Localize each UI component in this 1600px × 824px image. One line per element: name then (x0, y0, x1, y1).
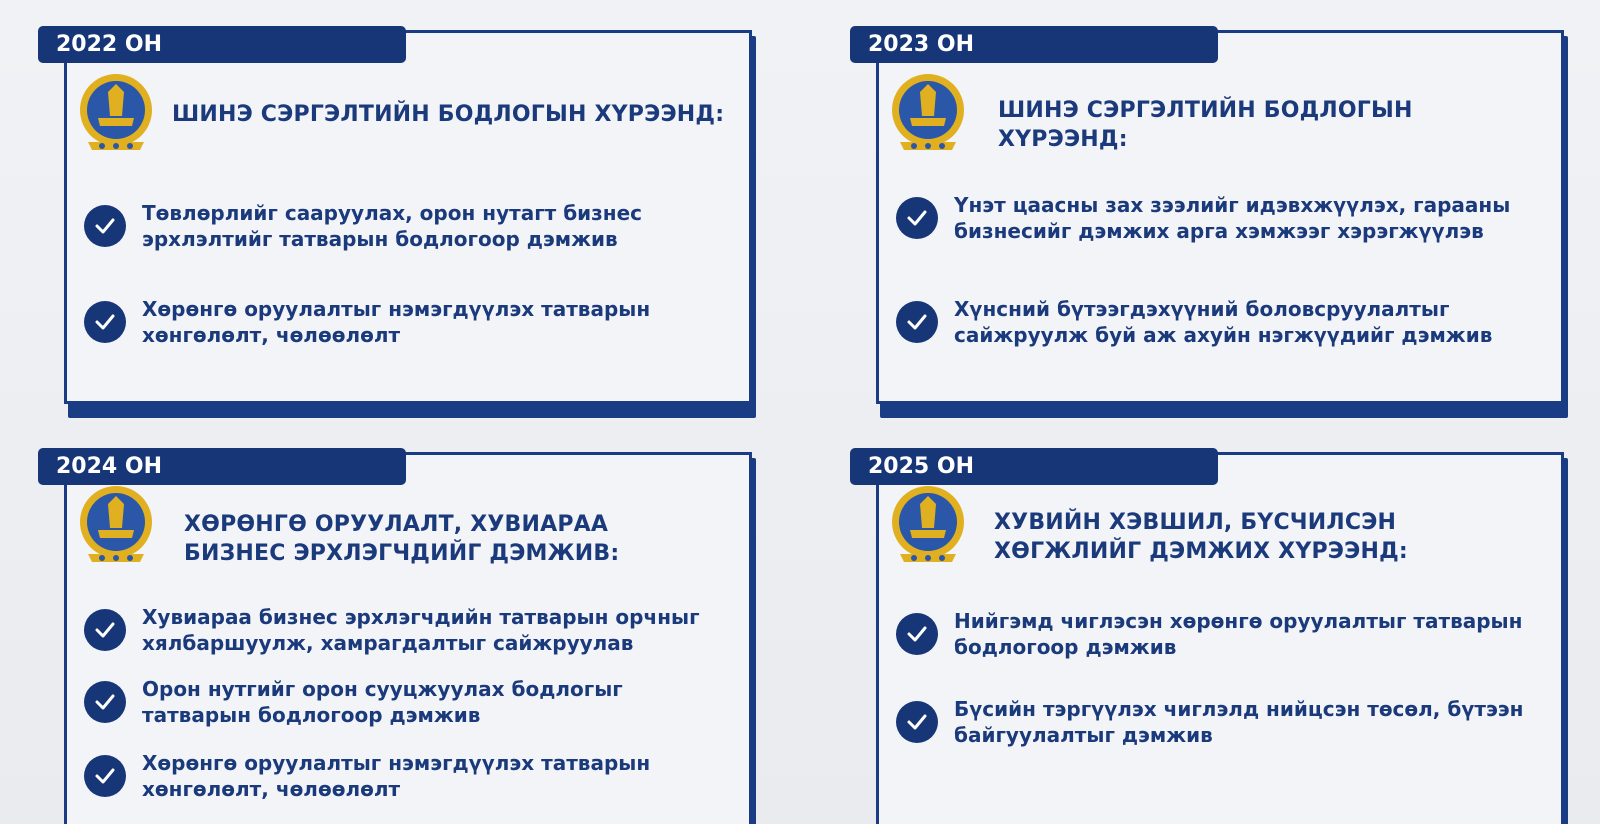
list-item (84, 676, 734, 728)
check-circle-icon (896, 301, 938, 343)
panel-heading: ХУВИЙН ХЭВШИЛ, БҮСЧИЛСЭН ХӨГЖЛИЙГ ДЭМЖИХ ХҮРЭЭНД: (994, 510, 1408, 564)
year-tab: 2023 ОН (850, 26, 1218, 63)
mongolia-state-emblem-icon (888, 484, 968, 570)
panel-heading: ХӨРӨНГӨ ОРУУЛАЛТ, ХУВИАРАА БИЗНЕС ЭРХЛЭГЧДИЙГ ДЭМЖИВ: (184, 512, 620, 566)
check-circle-icon (896, 701, 938, 743)
mongolia-state-emblem-icon (76, 72, 156, 158)
panel-heading: ШИНЭ СЭРГЭЛТИЙН БОДЛОГЫН ХҮРЭЭНД: (172, 102, 725, 127)
year-tab: 2025 ОН (850, 448, 1218, 485)
panel-heading: ШИНЭ СЭРГЭЛТИЙН БОДЛОГЫН ХҮРЭЭНД: (998, 98, 1413, 152)
check-circle-icon (84, 301, 126, 343)
year-tab: 2024 ОН (38, 448, 406, 485)
item-text: Хувиараа бизнес эрхлэгчдийн татварын орчныг хялбаршуулж, хамрагдалтыг сайжруулав (142, 605, 700, 655)
panel-2024 (38, 448, 758, 824)
check-circle-icon (84, 609, 126, 651)
item-text: Хөрөнгө оруулалтыг нэмэгдүүлэх татварын хөнгөлөлт, чөлөөлөлт (142, 297, 651, 347)
mongolia-state-emblem-icon (888, 72, 968, 158)
item-text: Хүнсний бүтээгдэхүүний боловсруулалтыг сайжруулж буй аж ахуйн нэгжүүдийг дэмжив (954, 297, 1493, 347)
list-item (896, 296, 1536, 348)
panel-2022 (38, 26, 758, 418)
item-text: Төвлөрлийг сааруулах, орон нутагт бизнес эрхлэлтийг татварын бодлогоор дэмжив (142, 201, 643, 251)
list-item (896, 192, 1536, 244)
list-item (84, 604, 734, 656)
year-tab: 2022 ОН (38, 26, 406, 63)
check-circle-icon (896, 197, 938, 239)
list-item (896, 696, 1546, 748)
list-item (84, 200, 724, 252)
check-circle-icon (896, 613, 938, 655)
check-circle-icon (84, 755, 126, 797)
panel-2023 (850, 26, 1570, 418)
check-circle-icon (84, 205, 126, 247)
check-circle-icon (84, 681, 126, 723)
panel-2025 (850, 448, 1570, 824)
item-text: Хөрөнгө оруулалтыг нэмэгдүүлэх татварын хөнгөлөлт, чөлөөлөлт (142, 751, 651, 801)
item-text: Үнэт цаасны зах зээлийг идэвхжүүлэх, гарааны бизнесийг дэмжих арга хэмжээг хэрэгжүүлэв (954, 193, 1511, 243)
list-item (84, 750, 734, 802)
list-item (896, 608, 1546, 660)
mongolia-state-emblem-icon (76, 484, 156, 570)
list-item (84, 296, 724, 348)
item-text: Нийгэмд чиглэсэн хөрөнгө оруулалтыг татварын бодлогоор дэмжив (954, 609, 1523, 659)
item-text: Орон нутгийг орон сууцжуулах бодлогыг татварын бодлогоор дэмжив (142, 677, 623, 727)
item-text: Бүсийн тэргүүлэх чиглэлд нийцсэн төсөл, бүтээн байгуулалтыг дэмжив (954, 697, 1524, 747)
